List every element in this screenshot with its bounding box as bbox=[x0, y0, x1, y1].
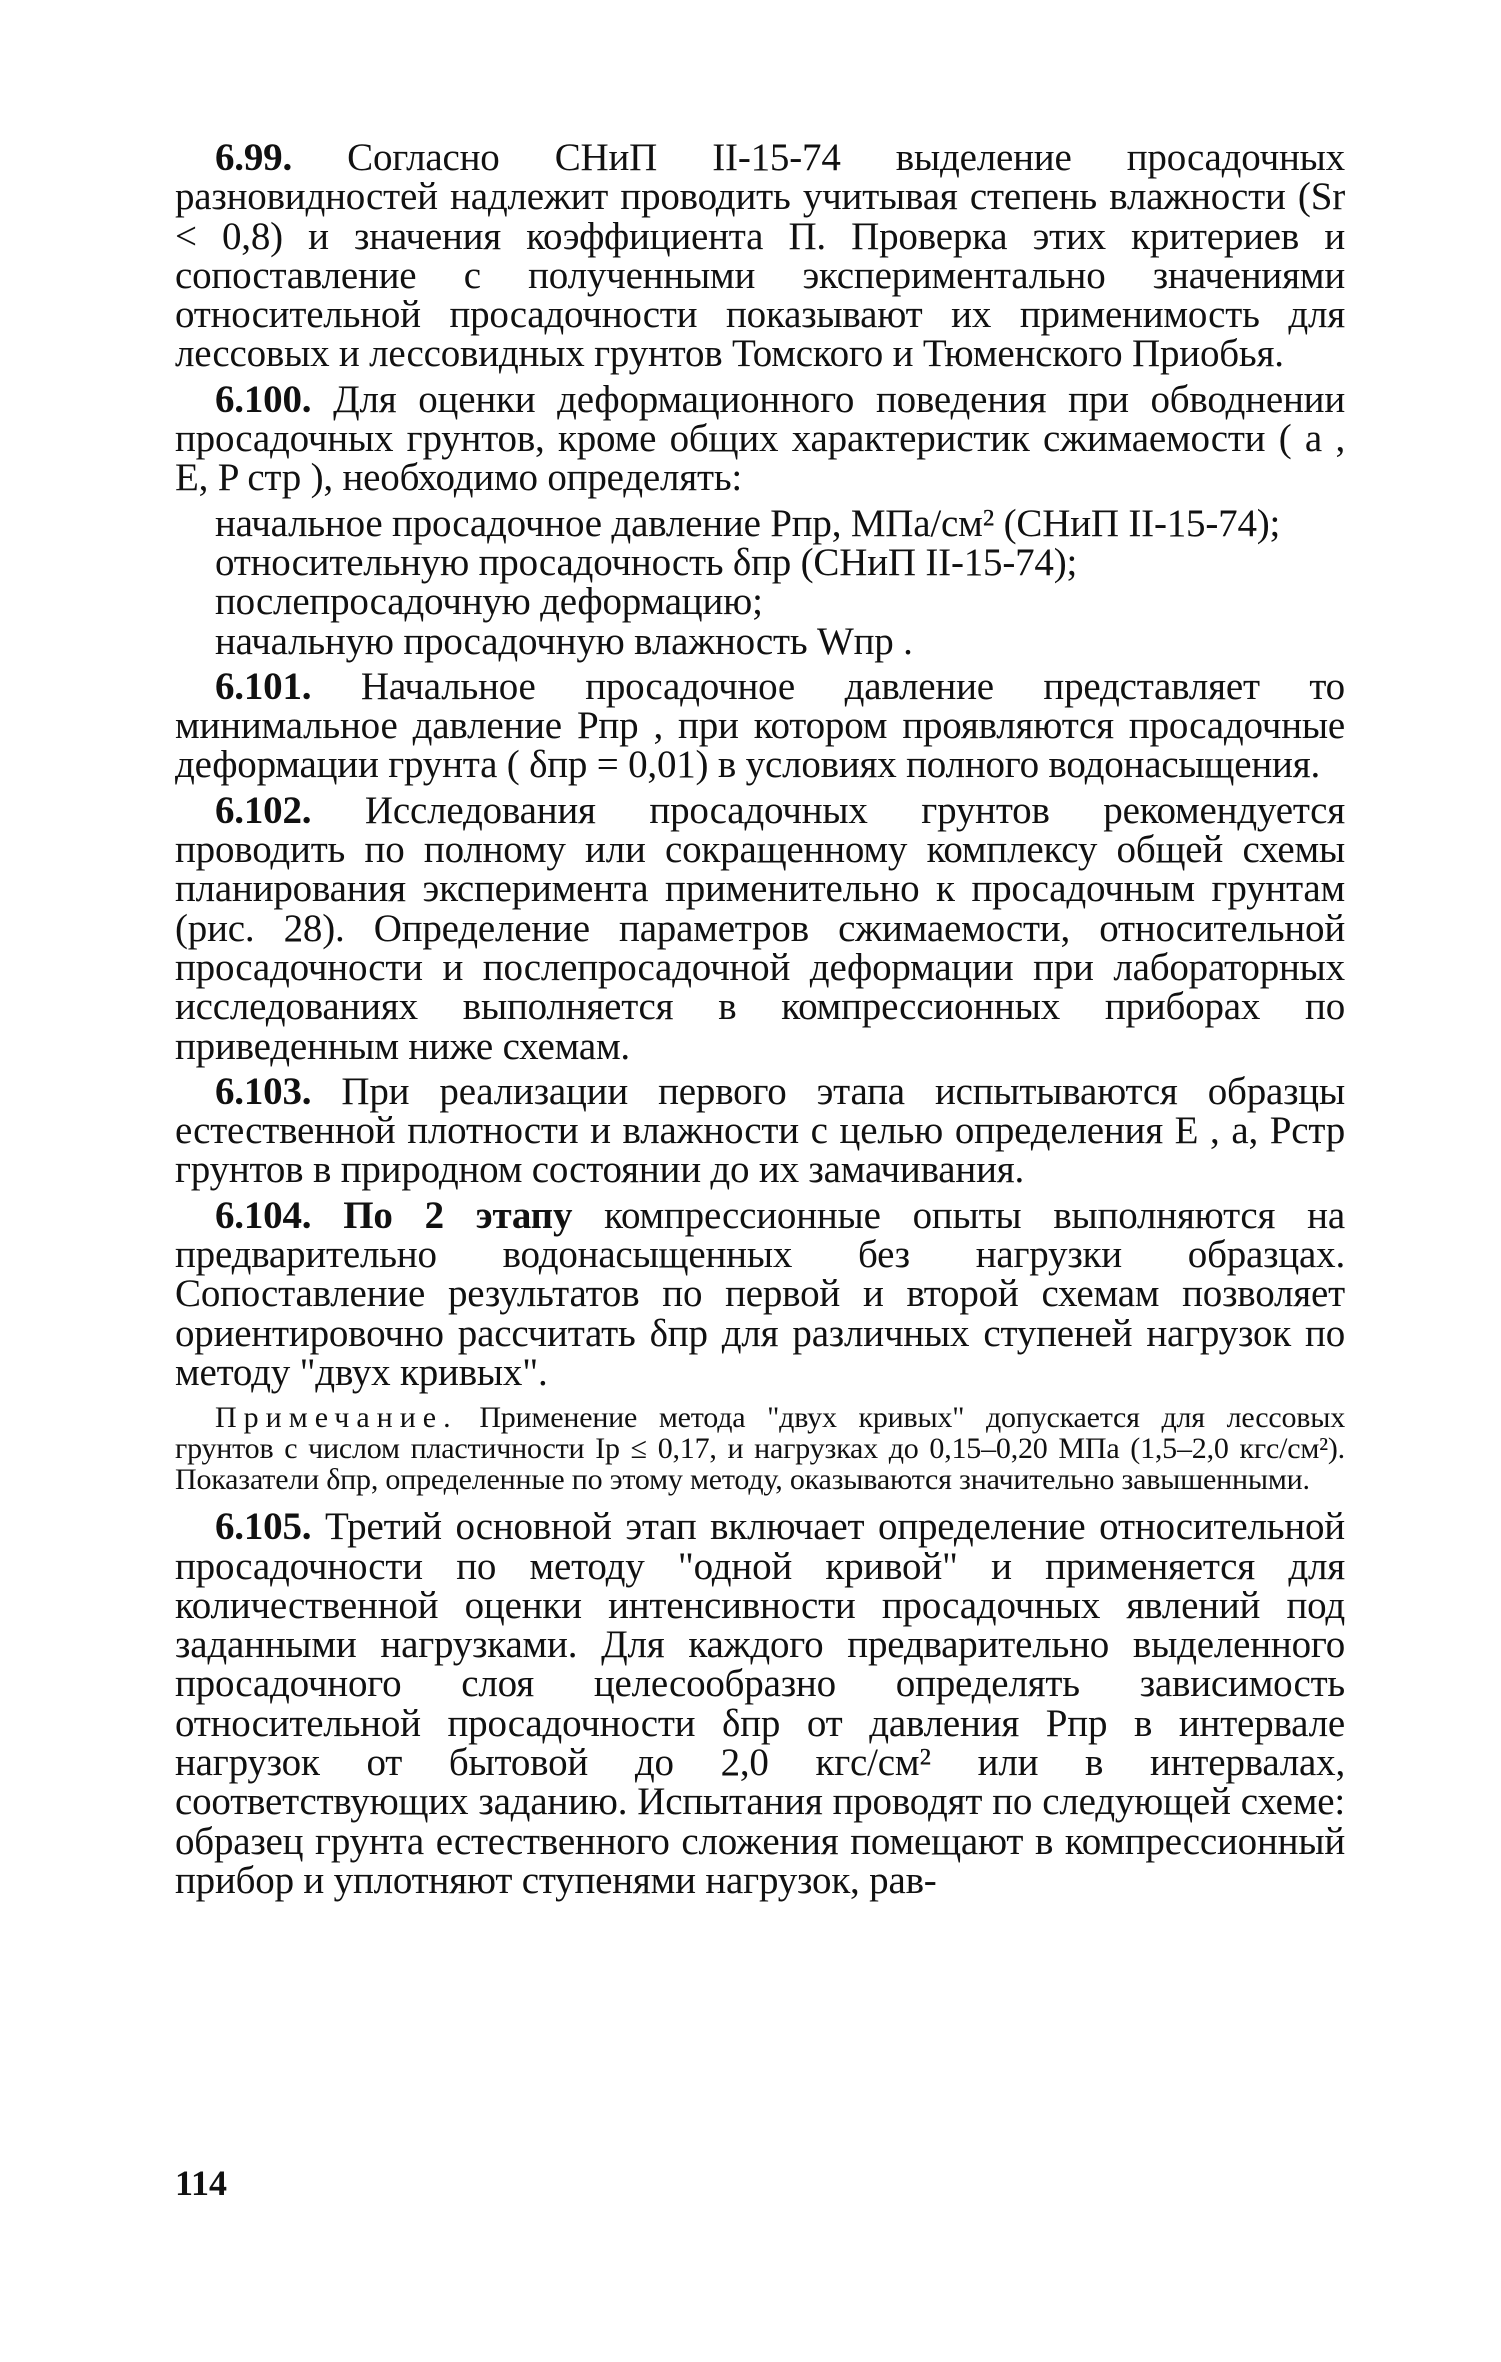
paragraph-number: 6.103. bbox=[215, 1069, 312, 1113]
note-label: Примечание. bbox=[215, 1401, 458, 1435]
paragraph-text: Начальное просадочное давление представляет то минимальное давление Pпр , при котором проявляются просадочные деформации грунта ( δпр = 0,01) в условиях полного водонасыщения. bbox=[175, 664, 1345, 787]
paragraph-6-102 bbox=[175, 788, 1345, 1068]
list-item bbox=[175, 619, 1345, 663]
list-item-text: начальную просадочную влажность Wпр . bbox=[215, 619, 913, 663]
list-item-text: относительную просадочность δпр (СНиП II-15-74); bbox=[215, 540, 1078, 584]
paragraph-number: 6.100. bbox=[215, 377, 312, 421]
paragraph-6-104 bbox=[175, 1193, 1345, 1394]
list-item-text: послепросадочную деформацию; bbox=[215, 580, 763, 624]
paragraph-number: 6.102. bbox=[215, 788, 312, 832]
paragraph-text: Третий основной этап включает определение относительной просадочности по методу "одной кривой" и применяется для количественной оценки интенсивности просадочных явлений под заданными нагрузками. Для каждого предварительно выделенного просадочного слоя целесообразно определять зависимость относительной просадочности δпр от давления Pпр в интервале нагрузок от бытовой до 2,0 кгс/см² или в интервалах, соответствующих заданию. Испытания проводят по следующей схеме: образец грунта естественного сложения помещают в компрессионный прибор и уплотняют ступенями нагрузок, рав- bbox=[175, 1505, 1345, 1902]
paragraph-text: Для оценки деформационного поведения при обводнении просадочных грунтов, кроме общих характеристик сжимаемости ( a , E, P стр ), необходимо определять: bbox=[175, 377, 1345, 500]
list-item bbox=[175, 501, 1345, 545]
paragraph-6-100 bbox=[175, 377, 1345, 500]
paragraph-6-101 bbox=[175, 664, 1345, 787]
paragraph-number: 6.99. bbox=[215, 136, 293, 179]
paragraph-text: Исследования просадочных грунтов рекомендуется проводить по полному или сокращенному комплексу общей схемы планирования эксперимента применительно к просадочным грунтам (рис. 28). Определение параметров сжимаемости, относительной просадочности и послепросадочной деформации при лабораторных исследованиях выполняется в компрессионных приборах по приведенным ниже схемам. bbox=[175, 788, 1345, 1068]
list-item bbox=[175, 540, 1345, 584]
paragraph-text: Согласно СНиП II-15-74 выделение просадочных разновидностей надлежит проводить учитывая степень влажности (Sr < 0,8) и значения коэффициента П. Проверка этих критериев и сопоставление с полученными экспериментально значениями относительной просадочности показывают их применимость для лессовых и лессовидных грунтов Томского и Тюменского Приобья. bbox=[175, 136, 1345, 376]
note-text: Применение метода "двух кривых" допускается для лессовых грунтов с числом пластичности Ip ≤ 0,17, и нагрузках до 0,15–0,20 МПа (1,5–2,0 кгс/см²). Показатели δпр, определенные по этому методу, оказываются значительно завышенными. bbox=[175, 1401, 1345, 1497]
paragraph-number: 6.105. bbox=[215, 1505, 312, 1549]
paragraph-text: При реализации первого этапа испытываются образцы естественной плотности и влажности с целью определения E , a, Pстр грунтов в природном состоянии до их замачивания. bbox=[175, 1069, 1345, 1192]
paragraph-number: 6.101. bbox=[215, 664, 312, 708]
list-item-text: начальное просадочное давление Pпр, МПа/см² (СНиП II-15-74); bbox=[215, 501, 1281, 545]
list-item bbox=[175, 580, 1345, 624]
paragraph-6-105 bbox=[175, 1507, 1345, 1900]
page-number: 114 bbox=[175, 2163, 228, 2203]
paragraph-lead: По 2 этапу bbox=[343, 1193, 573, 1237]
paragraph-6-99 bbox=[175, 138, 1345, 374]
page-body bbox=[175, 138, 1345, 1906]
paragraph-6-103 bbox=[175, 1069, 1345, 1192]
paragraph-text: компрессионные опыты выполняются на предварительно водонасыщенных без нагрузки образцах. Сопоставление результатов по первой и второй схемам позволяет ориентировочно рассчитать δпр для различных ступеней нагрузок по методу "двух кривых". bbox=[175, 1193, 1345, 1394]
note bbox=[175, 1402, 1345, 1495]
paragraph-number: 6.104. bbox=[215, 1193, 312, 1237]
